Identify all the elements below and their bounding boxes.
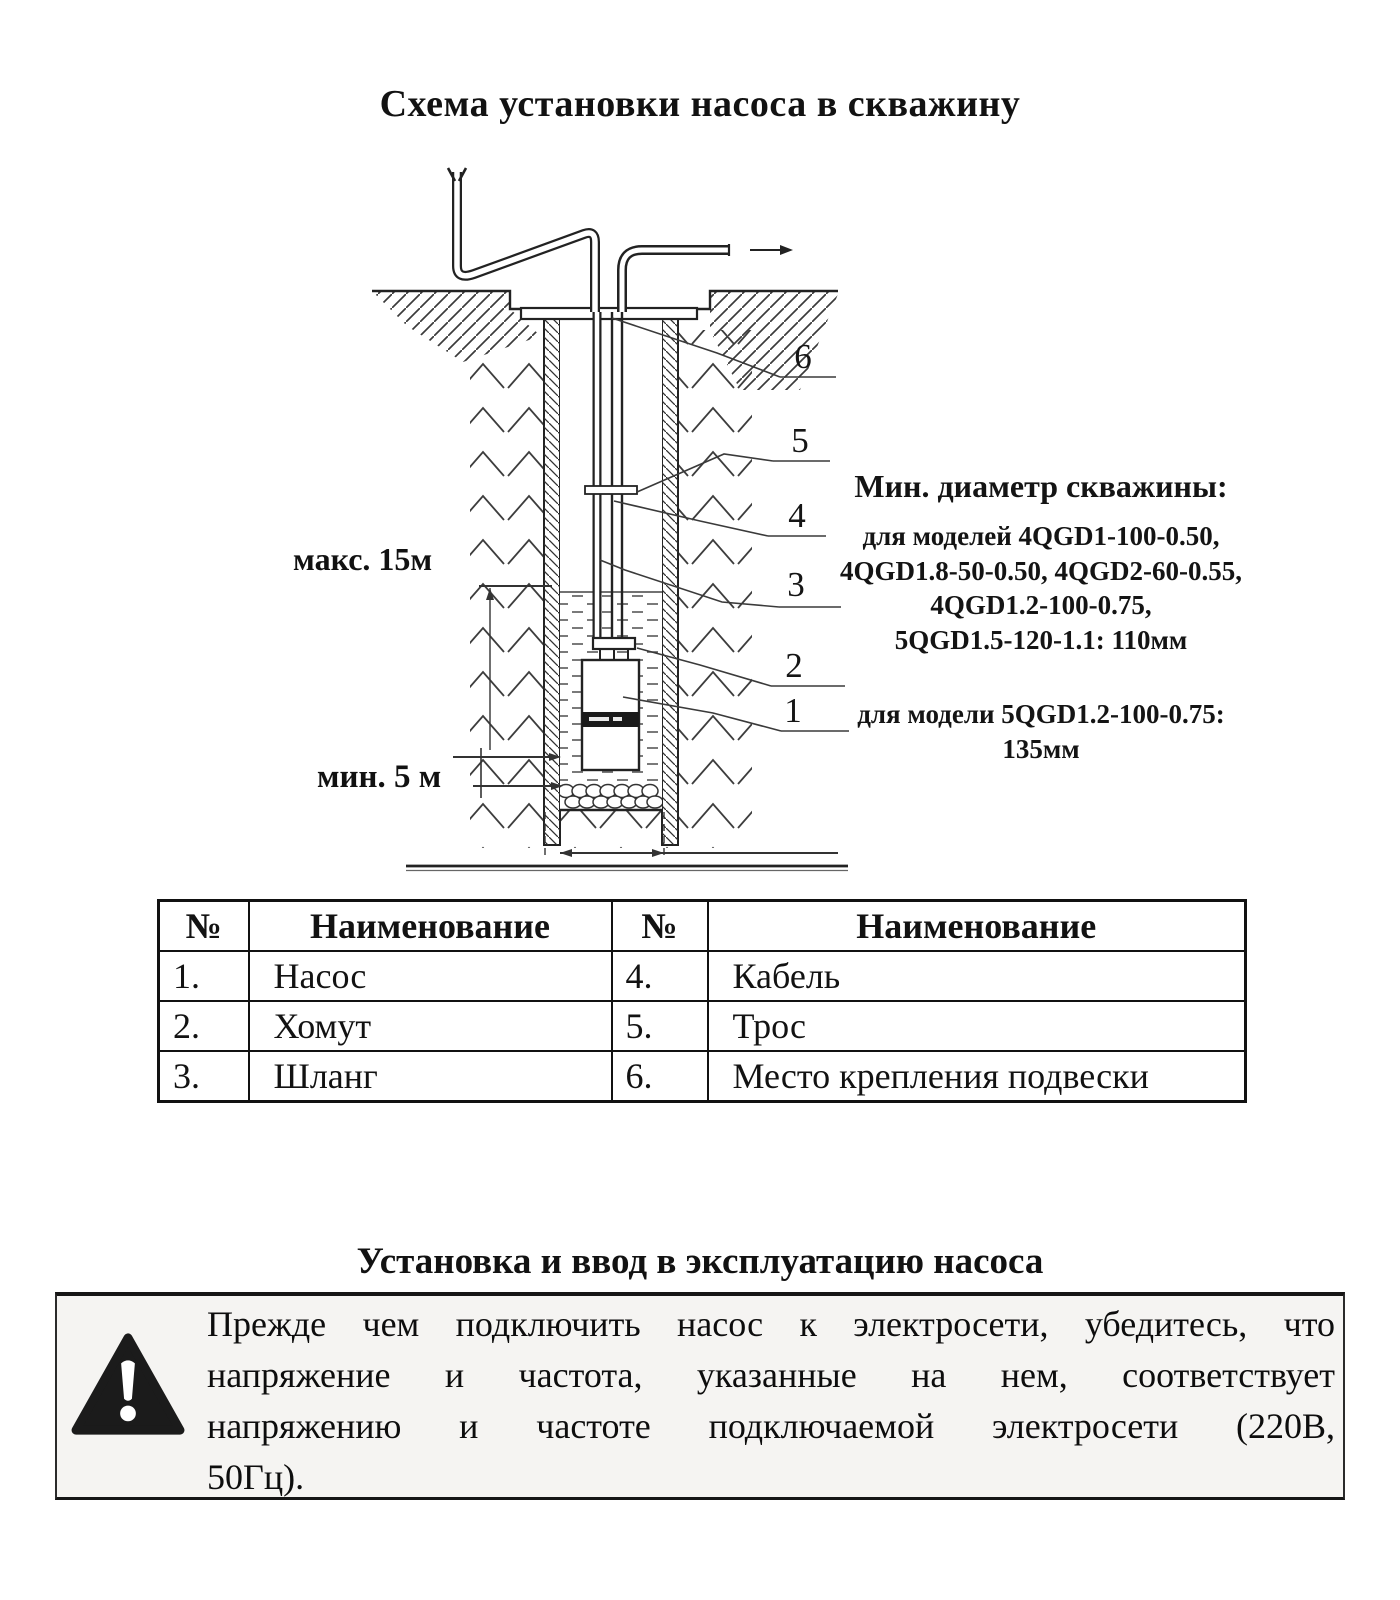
callout-number: 6 [794, 337, 812, 376]
page-title: Схема установки насоса в скважину [379, 83, 1021, 125]
column-header: № [612, 901, 708, 952]
clamp [593, 638, 635, 661]
part-number: 2. [159, 1001, 249, 1051]
part-number: 3. [159, 1051, 249, 1102]
callout-number: 4 [788, 496, 806, 535]
max-depth-label: макс. 15м [293, 541, 433, 577]
column-header: Наименование [708, 901, 1246, 952]
model-line: для моделей 4QGD1-100-0.50, [862, 521, 1220, 551]
pump [582, 660, 639, 770]
model-line: 135мм [1002, 733, 1080, 764]
section-heading: Установка и ввод в эксплуатацию насоса [356, 1241, 1044, 1282]
table-header-row [159, 901, 1246, 952]
part-name: Кабель [708, 951, 1246, 1001]
part-name: Трос [708, 1001, 1246, 1051]
table-row [159, 1001, 1246, 1051]
part-number: 6. [612, 1051, 708, 1102]
table-row [159, 951, 1246, 1001]
part-name: Шланг [249, 1051, 612, 1102]
part-number: 4. [612, 951, 708, 1001]
column-header: Наименование [249, 901, 612, 952]
table-row [159, 1051, 1246, 1102]
model-note [806, 697, 1276, 766]
gravel [558, 785, 663, 809]
parts-table [157, 899, 1247, 1103]
warning-line: напряжение и частота, указанные на нем, соответствует [207, 1355, 1335, 1395]
callout-number: 2 [785, 646, 803, 685]
well-cover [521, 308, 697, 319]
part-name: Место крепления подвески [708, 1051, 1246, 1102]
warning-text [207, 1299, 1335, 1503]
warning-line: напряжению и частоте подключаемой электросети (220В, [207, 1406, 1335, 1446]
min-diameter-heading: Мин. диаметр скважины: [854, 468, 1228, 504]
min-depth-label: мин. 5 м [317, 759, 442, 795]
warning-line: 50Гц). [207, 1457, 305, 1497]
flow-arrow [750, 245, 793, 255]
model-line: 4QGD1.2-100-0.75, [930, 590, 1152, 620]
part-name: Хомут [249, 1001, 612, 1051]
part-name: Насос [249, 951, 612, 1001]
model-line: 4QGD1.8-50-0.50, 4QGD2-60-0.55, [840, 555, 1242, 586]
column-header: № [159, 901, 249, 952]
part-number: 5. [612, 1001, 708, 1051]
callout-number: 5 [791, 421, 809, 460]
rope-coupling [585, 486, 637, 494]
min-diameter-note [806, 468, 1276, 766]
callout-number: 3 [787, 565, 805, 604]
warning-box [55, 1292, 1345, 1500]
callout-number: 1 [784, 691, 802, 730]
model-line: 5QGD1.5-120-1.1: 110мм [894, 624, 1188, 655]
part-number: 1. [159, 951, 249, 1001]
warning-icon [69, 1330, 187, 1438]
warning-line: Прежде чем подключить насос к электросети, убедитесь, что [207, 1304, 1335, 1344]
model-line: для модели 5QGD1.2-100-0.75: [857, 699, 1225, 729]
